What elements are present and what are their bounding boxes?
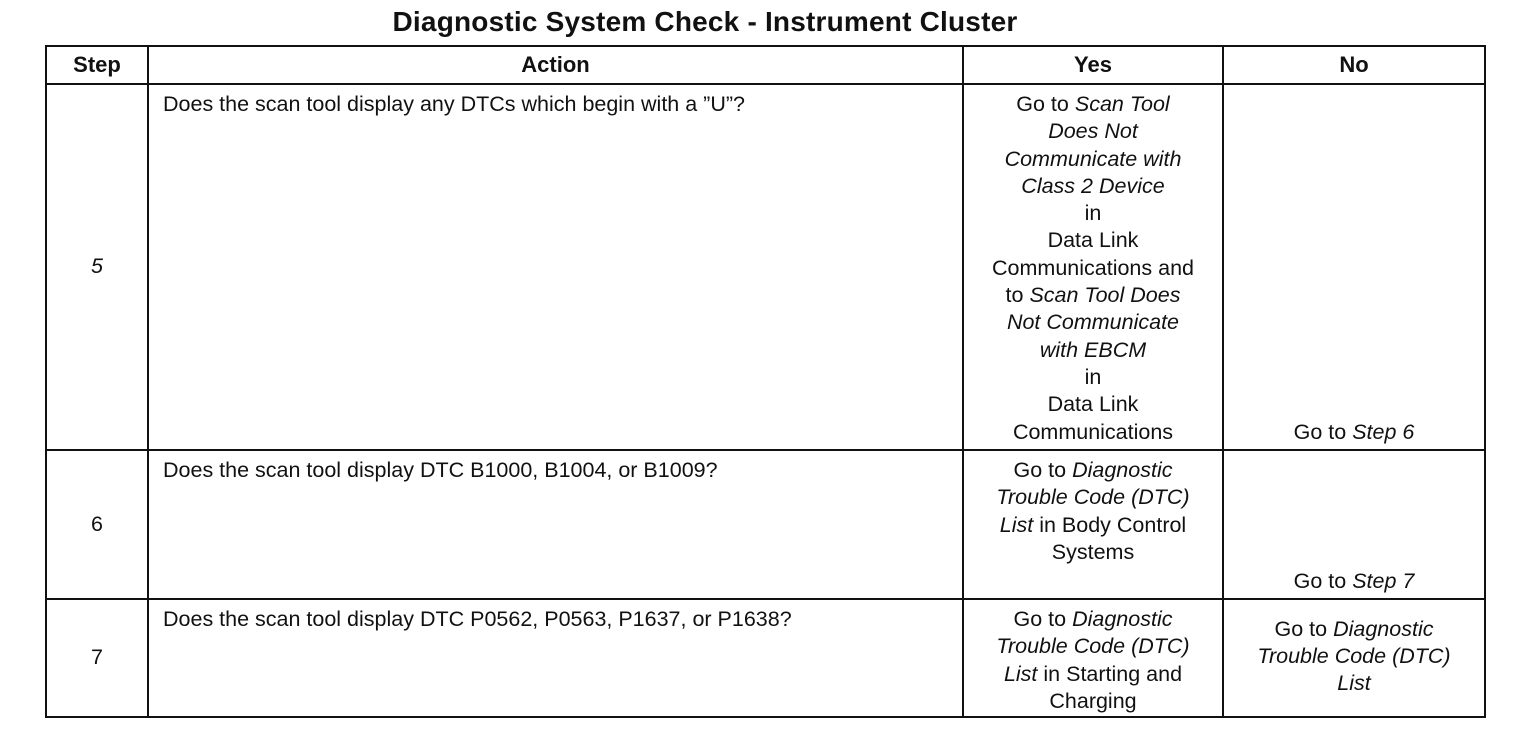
yes-link[interactable]: Does Not (1048, 119, 1138, 144)
yes-link[interactable]: Communicate with (1004, 146, 1182, 171)
yes-text: Systems (1051, 539, 1135, 564)
yes-cell (963, 599, 1223, 717)
no-link[interactable]: Trouble Code (DTC) (1257, 643, 1451, 668)
yes-link[interactable]: with EBCM (1039, 337, 1147, 362)
yes-text: Data Link (1047, 392, 1139, 417)
action-question: Does the scan tool display DTC B1000, B1004, or B1009? (148, 450, 963, 599)
table-row (46, 84, 1485, 450)
yes-text: Communications and (992, 255, 1194, 280)
header-action: Action (148, 46, 963, 84)
yes-cell (963, 450, 1223, 599)
yes-link[interactable]: Diagnostic (1072, 458, 1173, 482)
yes-link[interactable]: Class 2 Device (1021, 173, 1165, 198)
no-cell (1223, 450, 1485, 599)
yes-link[interactable]: Diagnostic (1072, 607, 1173, 631)
page-title: Diagnostic System Check - Instrument Cluster (392, 6, 1018, 37)
no-link[interactable]: Step 7 (1352, 568, 1415, 593)
yes-link[interactable]: Scan Tool Does (1029, 283, 1181, 308)
no-cell (1223, 599, 1485, 717)
yes-link[interactable]: Trouble Code (DTC) (996, 634, 1190, 659)
yes-text: to (1005, 283, 1024, 308)
action-question: Does the scan tool display DTC P0562, P0563, P1637, or P1638? (148, 599, 963, 717)
yes-text: in Body Control (1039, 512, 1187, 537)
step-number: 5 (46, 84, 148, 450)
header-row (46, 46, 1485, 84)
action-question: Does the scan tool display any DTCs which begin with a ”U”? (148, 84, 963, 450)
no-text: Go to (1274, 616, 1328, 641)
yes-link[interactable]: Trouble Code (DTC) (996, 485, 1190, 510)
yes-link[interactable]: Not Communicate (1006, 310, 1180, 335)
yes-text: Go to (1013, 458, 1067, 482)
no-text: Go to (1293, 419, 1347, 444)
table-row (46, 450, 1485, 599)
yes-text: Data Link (1047, 228, 1139, 253)
yes-text: Communications (1012, 419, 1174, 444)
yes-cell (963, 84, 1223, 450)
no-link[interactable]: Diagnostic (1333, 616, 1434, 641)
yes-text: Charging (1049, 688, 1137, 713)
yes-text: Go to (1013, 607, 1067, 631)
yes-text: in (1084, 364, 1102, 389)
header-no: No (1223, 46, 1485, 84)
no-cell (1223, 84, 1485, 450)
yes-link[interactable]: Scan Tool (1074, 92, 1170, 116)
diagnostic-table (45, 45, 1486, 718)
yes-link[interactable]: List (999, 512, 1034, 537)
yes-link[interactable]: List (1003, 661, 1038, 686)
no-link[interactable]: Step 6 (1352, 419, 1415, 444)
yes-text: Go to (1016, 92, 1069, 116)
header-step: Step (46, 46, 148, 84)
step-number: 7 (46, 599, 148, 717)
step-number: 6 (46, 450, 148, 599)
table-row (46, 599, 1485, 717)
no-link[interactable]: List (1337, 671, 1371, 696)
no-text: Go to (1293, 568, 1347, 593)
yes-text: in Starting and (1043, 661, 1183, 686)
header-yes: Yes (963, 46, 1223, 84)
yes-text: in (1084, 201, 1102, 226)
